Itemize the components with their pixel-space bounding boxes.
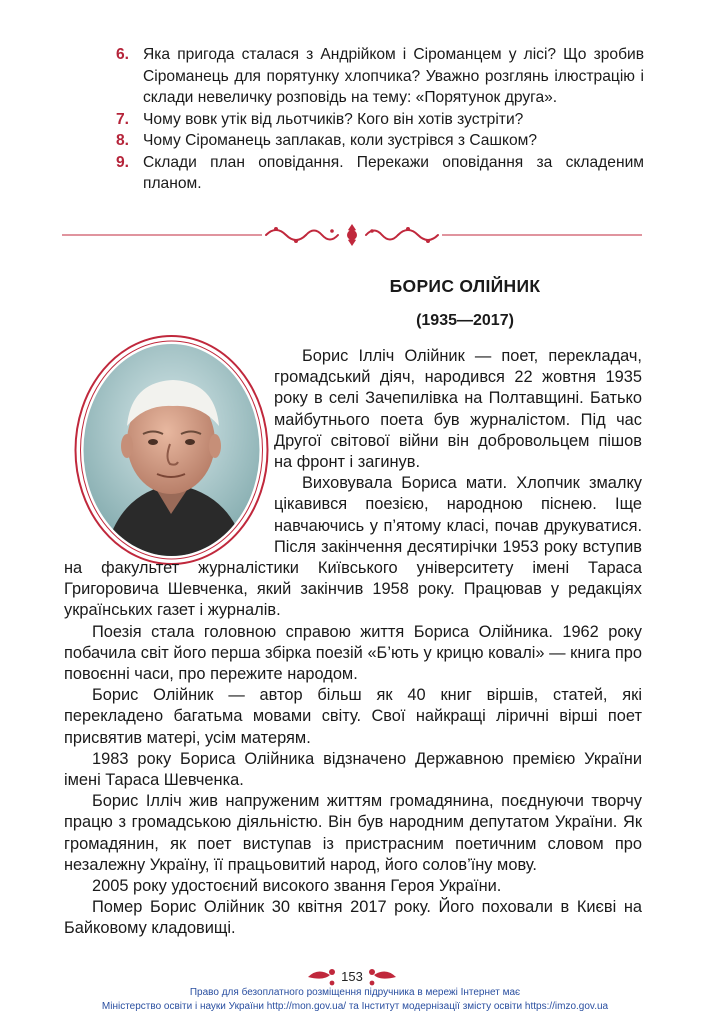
- question-number: 7.: [116, 110, 130, 128]
- bio-paragraph: Поезія стала головною справою життя Бориса Олійника. 1962 року побачила світ його перша збірка поезій «Б’ють у крицю ковалі» — книга про повоєнні часи, про пережите народом.: [64, 622, 642, 684]
- author-name: БОРИС ОЛІЙНИК: [389, 276, 541, 296]
- question-item: [114, 130, 644, 152]
- author-years: (1935—2017): [416, 312, 514, 329]
- portrait-float-space: [64, 346, 274, 546]
- question-text: Чому вовк утік від льотчиків? Кого він хотів зустріти?: [143, 110, 524, 128]
- biography-text: [64, 346, 642, 940]
- bio-paragraph: Борис Ілліч Олійник — поет, перекладач, громадський діяч, народився 22 жовтня 1935 року в селі Зачепилівка на Полтавщині. Батько майбутнього поета був журналістом. Під час Другої світової війни він добровольцем пішов на фронт і загинув.: [274, 347, 642, 472]
- bio-paragraph: 2005 року удостоєний високого звання Героя України.: [92, 877, 502, 896]
- footer-line-ministry: Міністерство освіти і науки України http://mon.gov.ua/ та Інститут модернізації змісту освіти https://imzo.gov.ua: [101, 1001, 609, 1012]
- page-number: 153: [336, 970, 368, 984]
- question-text: Склади план оповідання. Перекажи оповідання за складеним планом.: [143, 153, 644, 192]
- question-number: 6.: [116, 46, 130, 63]
- bio-paragraph: Борис Олійник — автор більш як 40 книг віршів, статей, які перекладено багатьма мовами світу. Свої найкращі ліричні вірші поет присвятив матері, усім матерям.: [64, 686, 642, 747]
- bio-paragraph: Виховувала Бориса мати. Хлопчик змалку цікавився поезією, народною піснею. Іще навчаючись у п’ятому класі, почав друкуватися. Після закінчення десятирічки 1953 року вступив на факультет журналістики Київського університету імені Тараса Григоровича Шевченка, який закінчив 1958 року. Працював у редакціях українських газет і журналів.: [64, 474, 642, 620]
- question-text: Яка пригода сталася з Андрійком і Сіроманцем у лісі? Що зробив Сіроманець для порятунку хлопчика? Уважно розглянь ілюстрацію і склади невеличку розповідь на тему: «Порятунок друга».: [143, 46, 644, 106]
- footer-line-rights: Право для безоплатного розміщення підручника в мережі Інтернет має: [189, 987, 521, 998]
- question-item: [114, 44, 644, 109]
- bio-paragraph: 1983 року Бориса Олійника відзначено Державною премією України імені Тараса Шевченка.: [64, 749, 642, 790]
- bio-paragraph: Помер Борис Олійник 30 квітня 2017 року. Його поховали в Києві на Байковому кладовищі.: [64, 898, 642, 938]
- question-item: [114, 109, 644, 131]
- bio-paragraph: Борис Ілліч жив напруженим життям громадянина, поєднуючи творчу працю з громадською діяльністю. Він був народним депутатом України. Як громадянин, як поет виступав із пристрасним поетичним словом про незалежну Україну, її працьовитий народ, його солов’їну мову.: [64, 792, 642, 874]
- question-number: 9.: [116, 153, 130, 171]
- question-text: Чому Сіроманець заплакав, коли зустрівся з Сашком?: [143, 132, 538, 149]
- question-item: [114, 152, 644, 195]
- footer-copyright: [80, 986, 630, 1014]
- question-number: 8.: [116, 132, 130, 149]
- ornamental-divider: [62, 222, 642, 248]
- questions-list: [114, 44, 644, 195]
